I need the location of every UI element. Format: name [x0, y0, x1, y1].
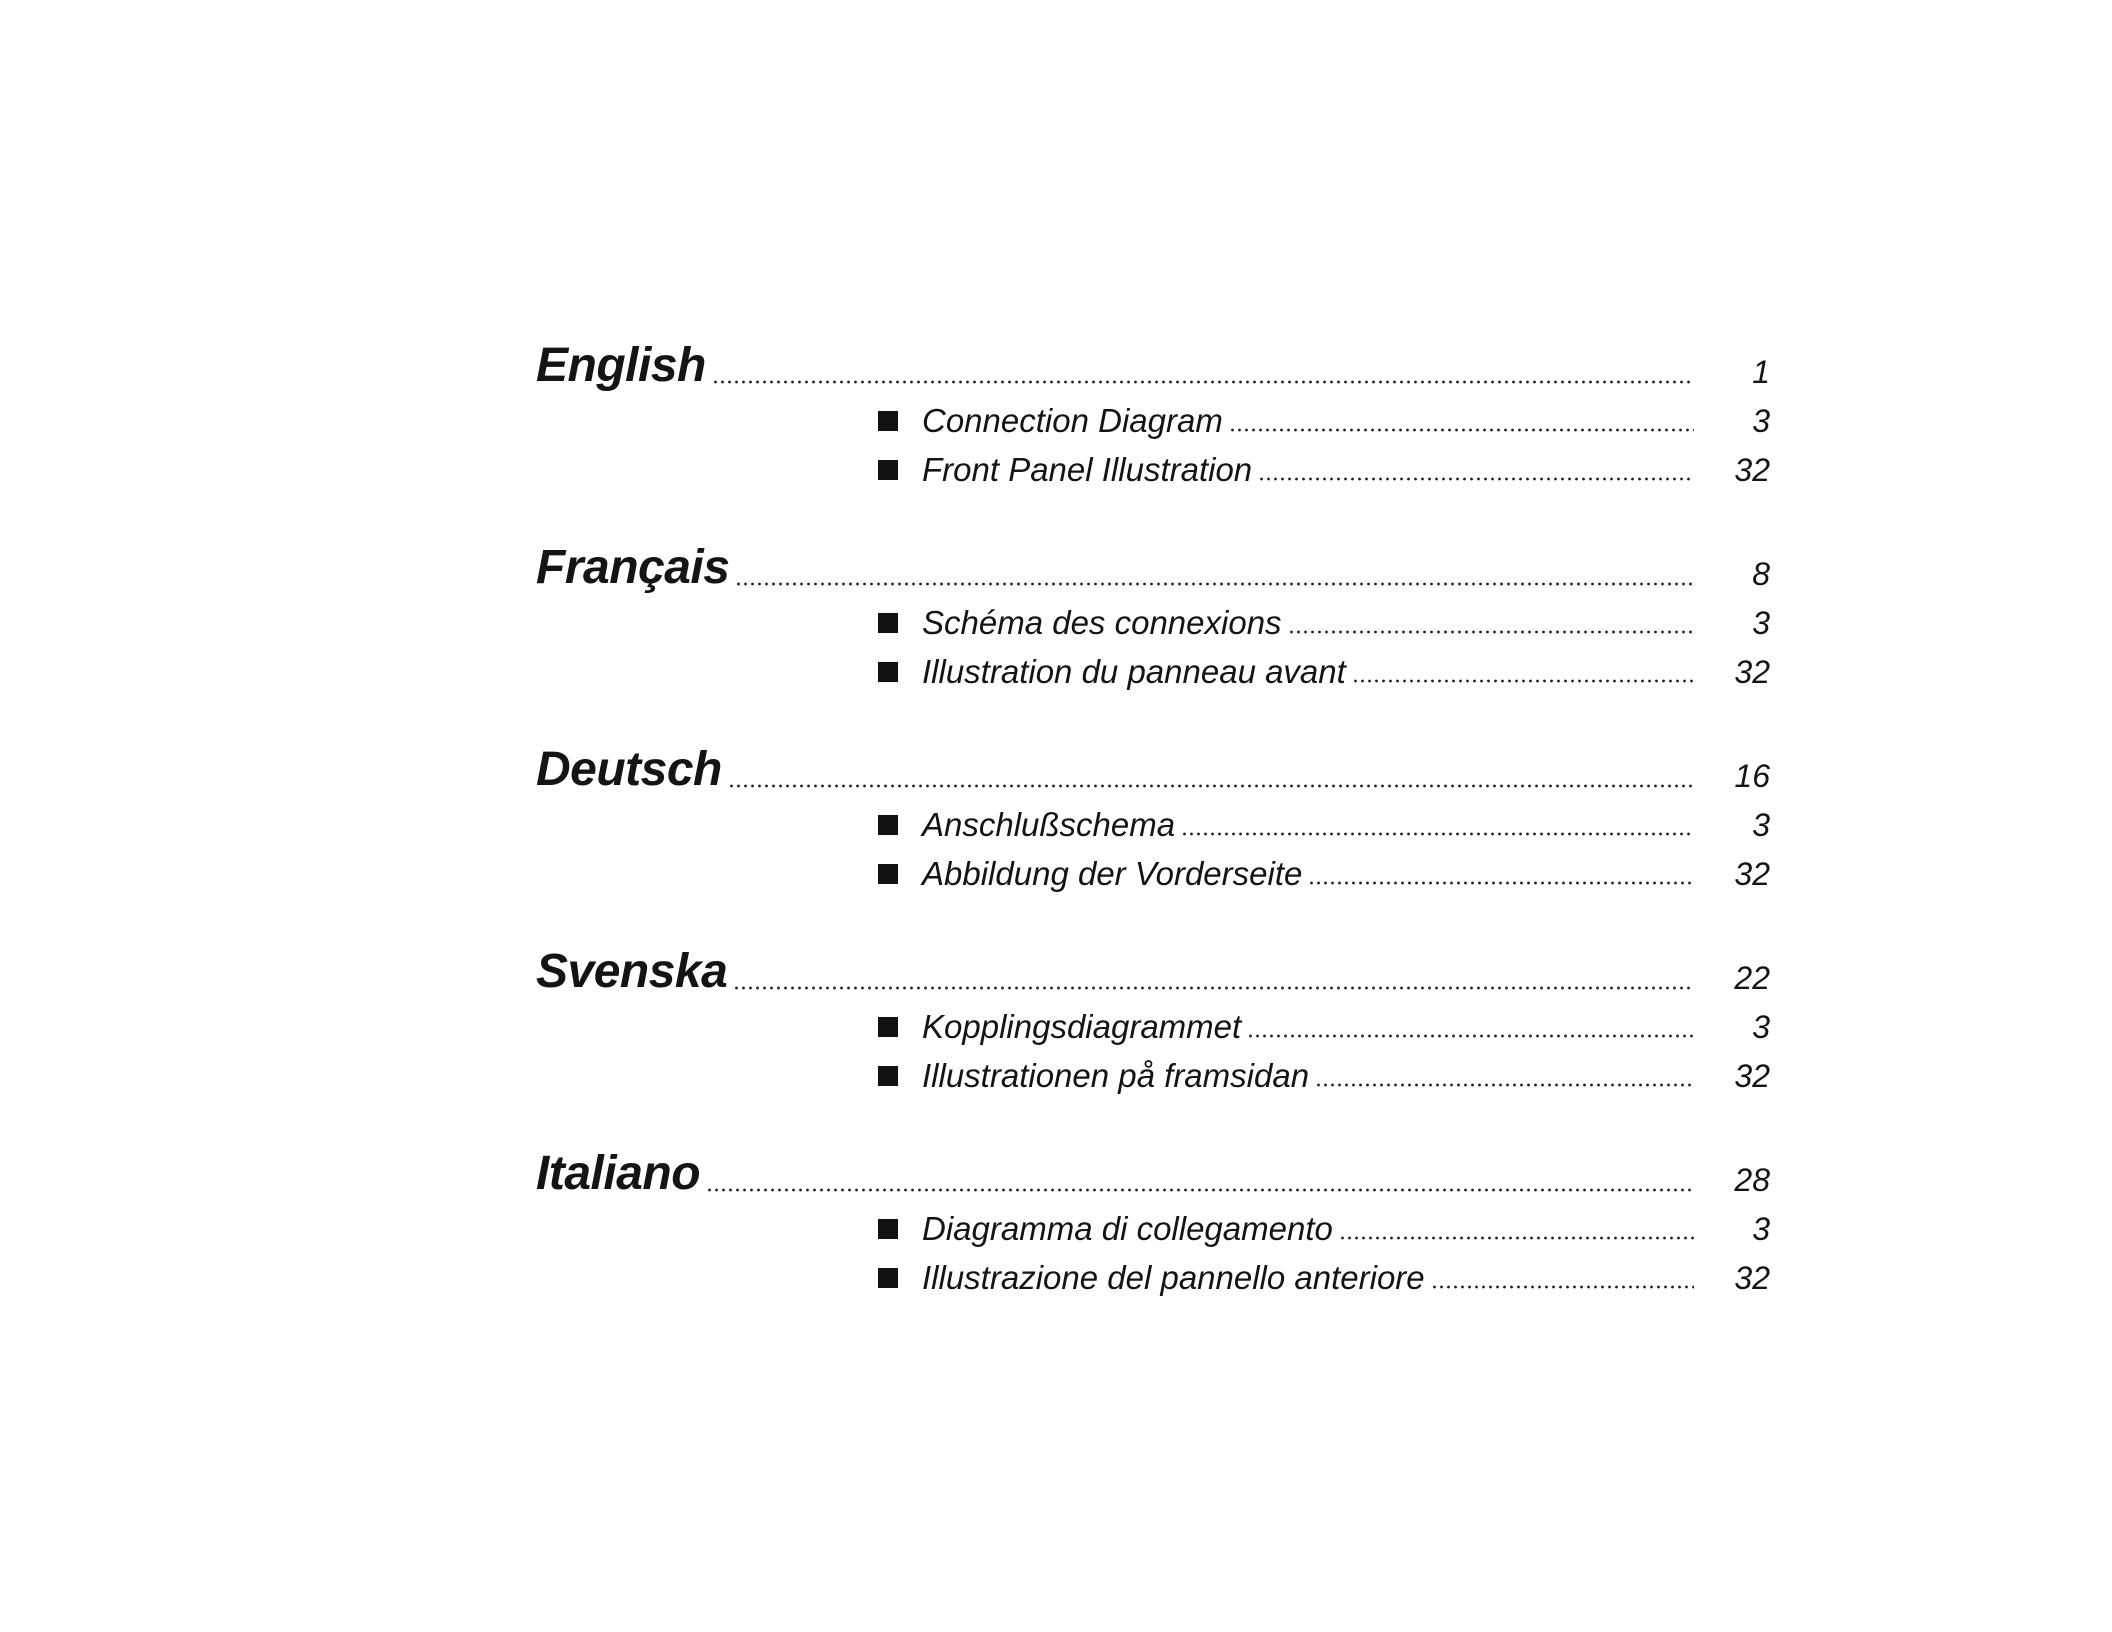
dot-leader: [1229, 428, 1694, 432]
toc-subitem-row: [536, 1253, 1770, 1302]
toc-subitem-row: [536, 445, 1770, 494]
page-number: 32: [1734, 1259, 1770, 1296]
square-bullet-icon: [878, 613, 898, 633]
square-bullet-icon: [878, 1219, 898, 1239]
dot-leader: [1431, 1285, 1694, 1289]
page-number: 3: [1752, 402, 1770, 439]
toc-language-row: [536, 532, 1770, 598]
subitem-title: Abbildung der Vorderseite: [922, 855, 1303, 892]
toc-language-row: [536, 1138, 1770, 1204]
page-number: 3: [1752, 1008, 1770, 1045]
page-number: 32: [1734, 855, 1770, 892]
square-bullet-icon: [878, 1066, 898, 1086]
subitem-title: Diagramma di collegamento: [922, 1210, 1333, 1247]
page-number: 3: [1752, 1210, 1770, 1247]
dot-leader: [1181, 832, 1694, 836]
dot-leader: [735, 582, 1694, 586]
dot-leader: [1352, 679, 1694, 683]
page-number: 32: [1734, 653, 1770, 690]
toc-language-row: [536, 936, 1770, 1002]
subitem-title: Illustrationen på framsidan: [922, 1057, 1310, 1094]
dot-leader: [728, 784, 1694, 788]
dot-leader: [1308, 881, 1694, 885]
toc-section-italiano: [536, 1138, 1770, 1302]
page-number: 32: [1734, 1057, 1770, 1094]
square-bullet-icon: [878, 1017, 898, 1037]
page-number: 1: [1752, 354, 1770, 390]
dot-leader: [706, 1188, 1694, 1192]
language-title: Svenska: [536, 945, 728, 998]
subitem-title: Anschlußschema: [922, 806, 1176, 843]
subitem-title: Illustrazione del pannello anteriore: [922, 1259, 1425, 1296]
subitem-title: Front Panel Illustration: [922, 451, 1253, 488]
dot-leader: [1258, 477, 1694, 481]
square-bullet-icon: [878, 662, 898, 682]
toc-subitem-row: [536, 598, 1770, 647]
language-title: Français: [536, 541, 730, 594]
toc-section-deutsch: [536, 734, 1770, 898]
dot-leader: [1288, 630, 1694, 634]
dot-leader: [1247, 1034, 1694, 1038]
page-number: 32: [1734, 451, 1770, 488]
toc-language-row: [536, 330, 1770, 396]
square-bullet-icon: [878, 815, 898, 835]
page-number: 16: [1734, 758, 1770, 794]
subitem-title: Kopplingsdiagrammet: [922, 1008, 1242, 1045]
square-bullet-icon: [878, 1268, 898, 1288]
dot-leader: [1315, 1083, 1694, 1087]
page-number: 8: [1752, 556, 1770, 592]
toc-subitem-row: [536, 1204, 1770, 1253]
toc-subitem-row: [536, 1051, 1770, 1100]
toc-subitem-row: [536, 396, 1770, 445]
table-of-contents: [536, 330, 1770, 1340]
toc-subitem-row: [536, 647, 1770, 696]
dot-leader: [712, 380, 1694, 384]
square-bullet-icon: [878, 864, 898, 884]
dot-leader: [1339, 1236, 1694, 1240]
square-bullet-icon: [878, 460, 898, 480]
subitem-title: Connection Diagram: [922, 402, 1223, 439]
toc-section-svenska: [536, 936, 1770, 1100]
page-number: 3: [1752, 806, 1770, 843]
language-title: Deutsch: [536, 743, 722, 796]
toc-subitem-row: [536, 1002, 1770, 1051]
language-title: English: [536, 339, 706, 392]
toc-subitem-row: [536, 800, 1770, 849]
language-title: Italiano: [536, 1147, 701, 1200]
page-number: 22: [1734, 960, 1770, 996]
page-number: 28: [1734, 1162, 1770, 1198]
toc-language-row: [536, 734, 1770, 800]
square-bullet-icon: [878, 411, 898, 431]
subitem-title: Illustration du panneau avant: [922, 653, 1346, 690]
page-number: 3: [1752, 604, 1770, 641]
subitem-title: Schéma des connexions: [922, 604, 1282, 641]
toc-section-francais: [536, 532, 1770, 696]
toc-section-english: [536, 330, 1770, 494]
dot-leader: [733, 986, 1694, 990]
toc-subitem-row: [536, 849, 1770, 898]
